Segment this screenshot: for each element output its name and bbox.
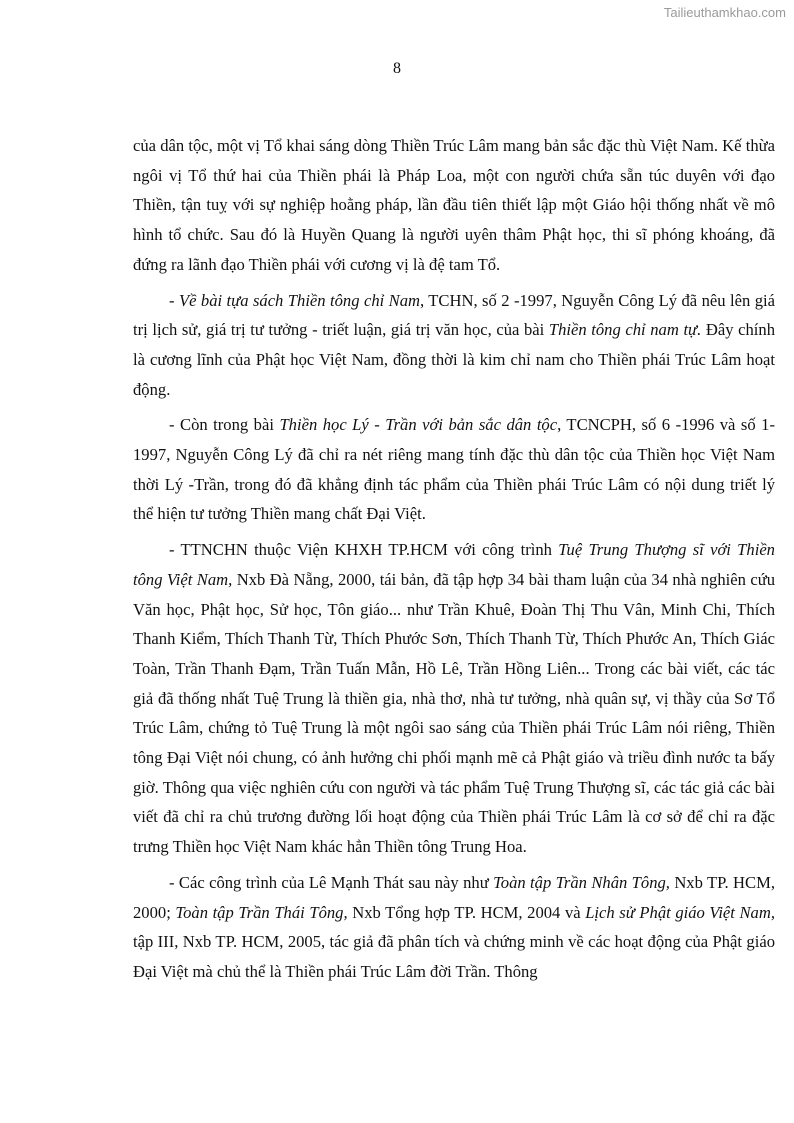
italic-title-text: Thiền tông chỉ nam tự. bbox=[548, 320, 702, 340]
italic-title-text: Lịch sử Phật giáo Việt Nam, bbox=[585, 902, 775, 922]
paragraph-text: Nxb Tổng hợp TP. HCM, 2004 và bbox=[347, 902, 586, 922]
paragraph-text: , TCNCPH, số 6 -1996 và số 1-1997, Nguyễn Công Lý đã chỉ ra nét riêng mang tính đặc thù dân tộc của Thiền học Việt Nam thời Lý -Trần, trong đó đã khẳng định tác phẩm của Thiền phái Trúc Lâm có nội dung triết lý thể hiện tư tưởng Thiền mang chất Đại Việt. bbox=[133, 415, 775, 524]
page-number: 8 bbox=[393, 60, 401, 77]
paragraph bbox=[133, 131, 775, 280]
paragraph bbox=[133, 868, 775, 987]
paragraph-text: - bbox=[169, 290, 179, 310]
italic-title-text: Tuệ Trung Thượng sĩ với Thiền tông Việt Nam, bbox=[133, 540, 775, 589]
paragraph bbox=[133, 535, 775, 862]
paragraph-text: tập III, Nxb TP. HCM, 2005, tác giả đã phân tích và chứng minh về các hoạt động của Phật giáo Đại Việt mà chủ thể là Thiền phái Trúc Lâm đời Trần. Thông bbox=[133, 932, 775, 981]
italic-title-text: Toàn tập Trần Nhân Tông, bbox=[493, 872, 670, 892]
italic-title-text: Toàn tập Trần Thái Tông, bbox=[175, 902, 348, 922]
italic-title-text: Về bài tựa sách Thiền tông chỉ Nam bbox=[178, 290, 421, 310]
watermark: Tailieuthamkhao.com bbox=[663, 5, 786, 20]
paragraph bbox=[133, 286, 775, 405]
paragraph-text: Đây chính là cương lĩnh của Phật học Việt Nam, đồng thời là kim chỉ nam cho Thiền phái Trúc Lâm hoạt động. bbox=[133, 320, 775, 399]
paragraph-text: - TTNCHN thuộc Viện KHXH TP.HCM với công trình bbox=[169, 540, 559, 560]
paragraph-text: - Các công trình của Lê Mạnh Thát sau này như bbox=[169, 872, 494, 892]
italic-title-text: Thiền học Lý - Trần với bản sắc dân tộc bbox=[279, 415, 558, 435]
paragraph bbox=[133, 410, 775, 529]
paragraph-text: - Còn trong bài bbox=[169, 415, 280, 435]
body-text bbox=[133, 131, 775, 987]
paragraph-text: Nxb Đà Nẵng, 2000, tái bản, đã tập hợp 34 bài tham luận của 34 nhà nghiên cứu Văn học, Phật học, Sử học, Tôn giáo... như Trần Khuê, Đoàn Thị Thu Vân, Minh Chi, Thích Thanh Kiểm, Thích Thanh Từ, Thích Phước Sơn, Thích Thanh Từ, Thích Phước An, Thích Giác Toàn, Trần Thanh Đạm, Trần Tuấn Mẫn, Hồ Lê, Trần Hồng Liên... Trong các bài viết, các tác giả đã thống nhất Tuệ Trung là thiền gia, nhà thơ, nhà tư tưởng, nhà quân sự, vị thầy của Sơ Tổ Trúc Lâm, chứng tỏ Tuệ Trung là một ngôi sao sáng của Thiền phái Trúc Lâm nói riêng, Thiền tông Đại Việt nói chung, có ảnh hưởng chi phối mạnh mẽ cả Phật giáo và triều đình nước ta bấy giờ. Thông qua việc nghiên cứu con người và tác phẩm Tuệ Trung Thượng sĩ, các tác giả các bài viết đã chỉ ra chủ trương đường lối hoạt động của Thiền phái Trúc Lâm là cơ sở để chỉ ra đặc trưng Thiền học Việt Nam khác hẳn Thiền tông Trung Hoa. bbox=[133, 569, 775, 857]
paragraph-text: Nxb TP. HCM, 2000; bbox=[133, 872, 775, 922]
paragraph-text: của dân tộc, một vị Tổ khai sáng dòng Thiền Trúc Lâm mang bản sắc đặc thù Việt Nam. Kế thừa ngôi vị Tổ thứ hai của Thiền phái là Pháp Loa, một con người chứa sẵn túc duyên với đạo Thiền, tận tuỵ với sự nghiệp hoằng pháp, lần đầu tiên thiết lập một Giáo hội thống nhất về mô hình tổ chức. Sau đó là Huyền Quang là người uyên thâm Phật học, thi sĩ phóng khoáng, đã đứng ra lãnh đạo Thiền phái với cương vị là đệ tam Tổ. bbox=[133, 136, 775, 274]
paragraph-text: , TCHN, số 2 -1997, Nguyễn Công Lý đã nêu lên giá trị lịch sử, giá trị tư tưởng - triết luận, giá trị văn học, của bài bbox=[133, 290, 775, 340]
